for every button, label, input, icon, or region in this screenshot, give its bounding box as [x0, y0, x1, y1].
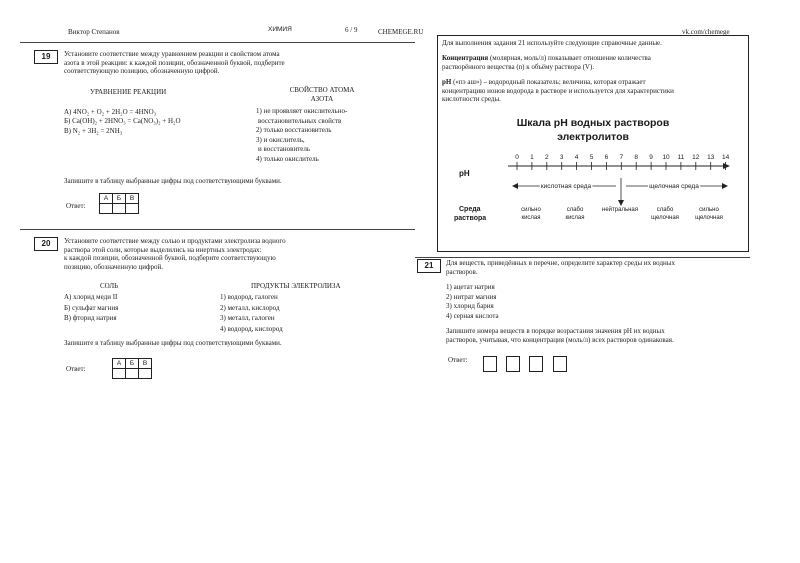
question-20	[20, 229, 415, 373]
property-item: восстановительных свойств	[258, 116, 342, 125]
answer-letter: Б	[126, 359, 139, 369]
reaction-item: Б) Ca(OH)₂ + 2HNO₃ = Ca(NO₃)₂ + H₂O	[64, 117, 181, 126]
answer-table-19	[99, 193, 139, 214]
salt-item: В) фторид натрия	[64, 314, 117, 322]
base-arrow-head	[722, 183, 728, 189]
reaction-item: В) N₂ + 3H₂ = 2NH₃	[64, 126, 123, 135]
q20-instruction: Запишите в таблицу выбранные цифры под соответствующими буквами.	[64, 339, 282, 347]
scale-title: электролитов	[557, 131, 629, 143]
product-item: 1) водород, галоген	[220, 293, 278, 301]
q19-text-line: Установите соответствие между уравнением реакции и свойством атома	[64, 50, 280, 58]
property-item: и восстановитель	[258, 145, 311, 153]
answer-label: Ответ:	[448, 356, 468, 364]
ph-tick-label: 12	[692, 154, 700, 161]
medium-label: раствора	[454, 215, 487, 222]
answer-cell[interactable]	[100, 204, 113, 214]
ph-text: («пэ аш») – водородный показатель; величина, которая отражает	[451, 78, 646, 86]
col-title-property: СВОЙСТВО АТОМА	[289, 86, 355, 94]
answer-label: Ответ:	[66, 365, 86, 373]
answer-cell[interactable]	[113, 369, 126, 379]
ph-tick-label: 10	[662, 154, 670, 161]
ph-tick-label: 3	[559, 154, 564, 161]
product-item: 4) водород, кислород	[220, 324, 283, 333]
ph-term: pH	[442, 78, 452, 86]
ph-tick-label: 4	[574, 154, 579, 161]
col-title-property: АЗОТА	[310, 94, 334, 103]
answer-label: Ответ:	[66, 202, 86, 210]
substance-item: 1) ацетат натрия	[446, 283, 495, 291]
answer-box[interactable]	[483, 356, 497, 372]
answer-table-20	[112, 358, 152, 379]
medium-type-label: слабо	[656, 207, 674, 213]
medium-type-label: щелочная	[695, 215, 723, 221]
ph-tick-label: 13	[707, 154, 715, 161]
question-21	[415, 257, 750, 364]
ph-tick-label: 9	[649, 154, 653, 161]
salt-item: А) хлорид меди II	[64, 293, 118, 301]
ph-tick-label: 6	[604, 154, 609, 161]
substance-item: 3) хлорид бария	[446, 302, 494, 311]
property-item: 4) только окислитель	[256, 154, 319, 163]
base-label: щелочная среда	[649, 183, 699, 190]
header-author: Виктор Степанов	[68, 28, 120, 36]
medium-type-label: сильно	[521, 207, 541, 213]
q20-text-line: позицию, обозначенную цифрой.	[64, 262, 164, 271]
reference-intro: Для выполнения задания 21 используйте следующие справочные данные.	[442, 39, 662, 47]
answer-letter: Б	[113, 194, 126, 204]
ph-text: кислотности среды.	[442, 95, 501, 104]
property-item: 2) только восстановитель	[256, 126, 332, 134]
answer-cell[interactable]	[126, 369, 139, 379]
property-item: 1) не проявляет окислительно-	[256, 107, 348, 115]
ph-text: концентрацию ионов водорода в растворе и используется для характеристики	[442, 86, 674, 95]
concentration-text: (молярная, моль/л) показывает отношение количества	[488, 54, 651, 62]
q19-instruction: Запишите в таблицу выбранные цифры под соответствующими буквами.	[64, 177, 282, 185]
header-subject: ХИМИЯ	[268, 26, 292, 33]
medium-type-label: щелочная	[651, 215, 679, 221]
question-19	[20, 42, 415, 210]
q20-text-line: раствора этой соли, которые выделились на инертных электродах:	[64, 245, 262, 254]
q20-text-line: Установите соответствие между солью и продуктами электролиза водного	[64, 237, 286, 245]
acid-label: кислотная среда	[540, 183, 592, 190]
reference-box	[437, 35, 749, 252]
question-number: 21	[417, 259, 441, 273]
medium-label: Среда	[459, 206, 481, 213]
answer-cell[interactable]	[126, 204, 139, 214]
ph-axis-arrow	[723, 163, 730, 169]
answer-letter: А	[113, 359, 126, 369]
col-title-products: ПРОДУКТЫ ЭЛЕКТРОЛИЗА	[251, 282, 341, 290]
scale-title: Шкала pH водных растворов	[516, 117, 670, 129]
salt-item: Б) сульфат магния	[64, 303, 119, 312]
col-title-reaction: УРАВНЕНИЕ РЕАКЦИИ	[90, 88, 167, 96]
question-number: 19	[34, 50, 58, 64]
medium-type-label: кислая	[565, 215, 585, 221]
substance-item: 2) нитрат магния	[446, 292, 497, 301]
medium-type-label: кислая	[521, 215, 541, 221]
q19-text-line: азота в этой реакции: к каждой позиции, обозначенной буквой, подберите	[64, 58, 285, 67]
col-title-salt: СОЛЬ	[100, 282, 119, 290]
q19-text-line: соответствующую позицию, обозначенную цифрой.	[64, 67, 220, 76]
product-item: 3) металл, галоген	[220, 314, 275, 322]
answer-letter: В	[139, 359, 152, 369]
q20-text-line: к каждой позиции, обозначенной буквой, подберите соответствующую	[64, 254, 276, 263]
medium-type-label: слабо	[566, 207, 584, 213]
ph-tick-label: 8	[634, 154, 639, 161]
ph-tick-label: 14	[721, 154, 730, 161]
concentration-text: растворённого вещества (n) к объёму раствора (V).	[442, 62, 595, 71]
ph-scale-diagram	[438, 116, 748, 248]
neutral-pointer-head	[618, 200, 624, 206]
answer-cell[interactable]	[113, 204, 126, 214]
answer-letter: В	[126, 194, 139, 204]
reaction-item: А) 4NO₂ + O₂ + 2H₂O = 4HNO₃	[64, 108, 157, 116]
property-item: 3) и окислитель,	[256, 135, 305, 144]
medium-type-label: сильно	[699, 207, 719, 213]
ph-tick-label: 5	[589, 154, 594, 161]
q21-instruction-line: растворов, учитывая, что концентрация (моль/л) всех растворов одинаковая.	[446, 335, 674, 344]
question-number: 20	[34, 237, 58, 251]
medium-type-label: нейтральная	[602, 207, 638, 213]
answer-letter: А	[100, 194, 113, 204]
header-site: CHEMEGE.RU	[378, 28, 424, 36]
answer-box[interactable]	[529, 356, 543, 372]
answer-cell[interactable]	[139, 369, 152, 379]
answer-box[interactable]	[553, 356, 567, 372]
answer-box[interactable]	[506, 356, 520, 372]
ph-tick-label: 2	[544, 154, 549, 161]
header-vk: vk.com/chemege	[682, 28, 730, 36]
q21-text-line: Для веществ, приведённых в перечне, определите характер среды их водных	[446, 259, 675, 267]
header-page: 6 / 9	[345, 26, 358, 34]
product-item: 2) металл, кислород	[220, 303, 280, 312]
ph-axis-label: pH	[459, 169, 470, 178]
ph-tick-label: 1	[530, 154, 534, 161]
q21-text-line: растворов.	[446, 267, 478, 276]
acid-arrow-head	[512, 183, 518, 189]
concentration-term: Концентрация	[442, 54, 489, 62]
ph-tick-label: 7	[619, 154, 624, 161]
q21-instruction-line: Запишите номера веществ в порядке возрастания значения pH их водных	[446, 327, 665, 335]
ph-tick-label: 11	[677, 154, 685, 161]
ph-tick-label: 0	[515, 154, 519, 161]
substance-item: 4) серная кислота	[446, 311, 499, 320]
